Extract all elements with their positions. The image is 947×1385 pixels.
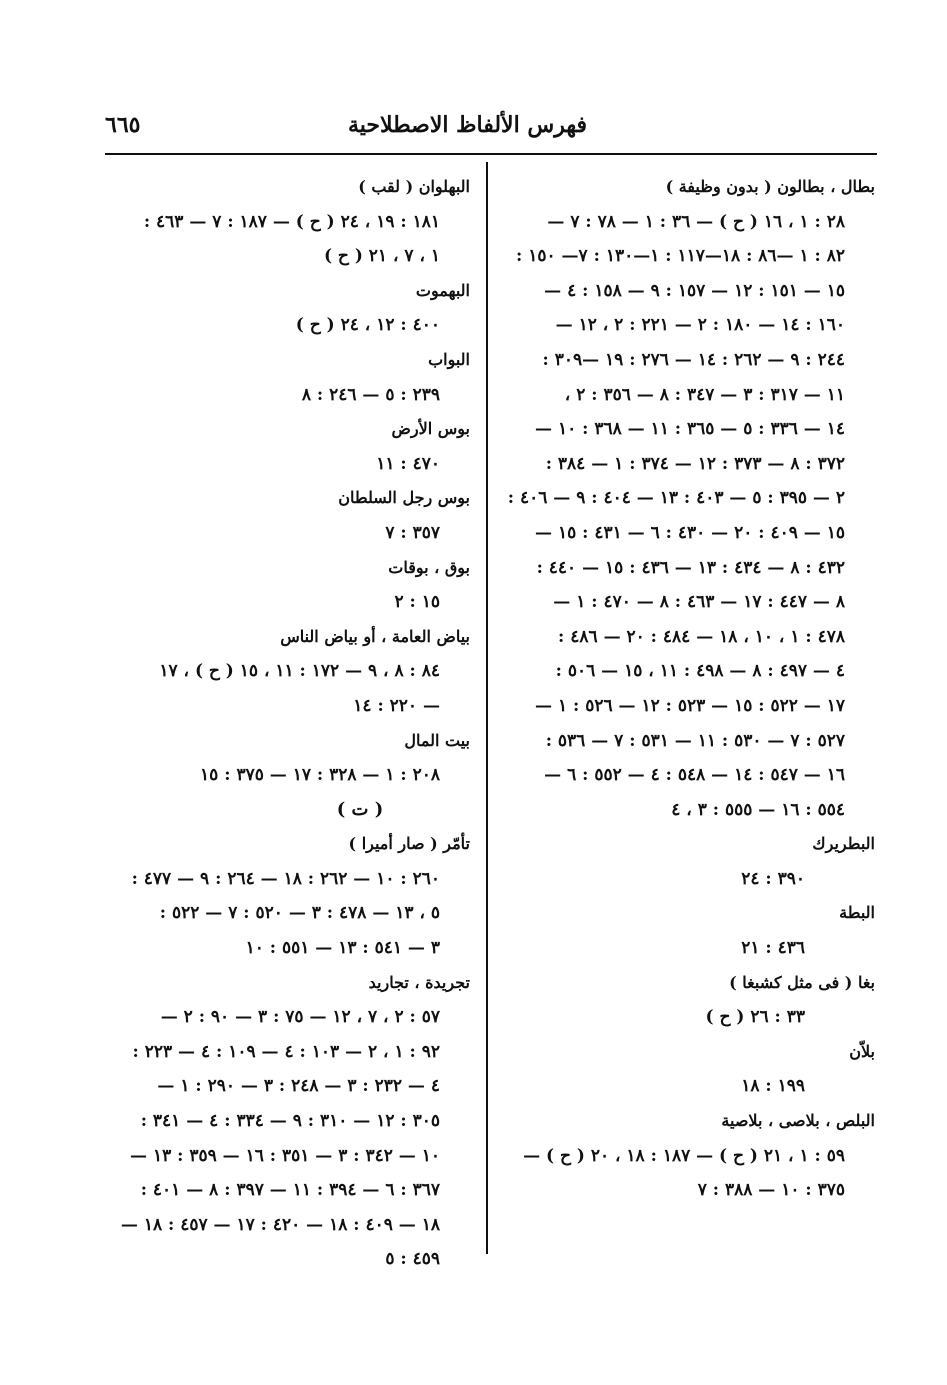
header-rule — [105, 153, 877, 155]
index-reference: ٣٧٥ : ١٠ — ٣٨٨ : ٧ — [697, 1180, 845, 1201]
index-term: البطريرك — [812, 834, 875, 854]
page-header — [105, 112, 877, 152]
index-term: البهموت — [415, 280, 470, 300]
index-reference: ١٤ — ٣٣٦ : ٥ — ٣٦٥ : ١١ — ٣٦٨ : ١٠ — — [535, 419, 845, 440]
index-reference: ٢٨ : ١ ، ١٦ ( ح ) — ٣٦ : ١ — ٧٨ : ٧ — — [547, 211, 845, 232]
index-term: بلاّن — [849, 1041, 875, 1061]
index-term: بيت المال — [404, 730, 470, 750]
index-reference: ١٥ — ٤٠٩ : ٢٠ — ٤٣٠ : ٦ — ٤٣١ : ١٥ — — [535, 522, 845, 543]
index-reference: ٣٦٧ : ٦ — ٣٩٤ : ١١ — ٣٩٧ : ٨ — ٤٠١ : — [140, 1180, 440, 1201]
index-term: بطال ، بطالون ( بدون وظيفة ) — [665, 177, 875, 196]
index-reference: ٢٦٠ : ١٠ — ٢٦٢ : ١٨ — ٢٦٤ : ٩ — ٤٧٧ : — [131, 868, 440, 889]
index-reference: ٣٥٧ : ٧ — [385, 522, 440, 543]
index-reference: ١٧ — ٥٢٢ : ١٥ — ٥٢٣ : ١٢ — ٥٢٦ : ١ — — [535, 695, 845, 716]
index-reference: ٥٥٤ : ١٦ — ٥٥٥ : ٣ ، ٤ — [671, 799, 845, 820]
index-reference: ١٦٠ : ١٤ — ١٨٠ : ٢ — ٢٢١ : ٢ ، ١٢ — — [555, 315, 845, 336]
index-reference: ١١ — ٣١٧ : ٣ — ٣٤٧ : ٨ — ٣٥٦ : ٢ ، — [564, 384, 845, 405]
running-title: فهرس الألفاظ الاصطلاحية — [347, 112, 587, 138]
index-reference: ١٠ — ٣٤٢ : ٣ — ٣٥١ : ١٦ — ٣٥٩ : ١٣ — — [130, 1145, 440, 1166]
index-reference: ٣ — ٥٤١ : ١٣ — ٥٥١ : ١٠ — [245, 938, 440, 959]
index-reference: ٣٧٢ : ٨ — ٣٧٣ : ١٢ — ٣٧٤ : ١ — ٣٨٤ : — [545, 453, 845, 474]
index-reference: ٤٧٨ : ١ ، ١٠ ، ١٨ — ٤٨٤ : ٢٠ — ٤٨٦ : — [558, 626, 845, 647]
column-divider — [486, 162, 488, 1254]
index-reference: — ٢٢٠ : ١٤ — [353, 695, 440, 716]
index-term: تأمّر ( صار أميرا ) — [348, 834, 470, 854]
index-reference: ٢ — ٣٩٥ : ٥ — ٤٠٣ : ١٣ — ٤٠٤ : ٩ — ٤٠٦ : — [507, 488, 845, 509]
index-reference: ١٨١ : ١٩ ، ٢٤ ( ح ) — ١٨٧ : ٧ — ٤٦٣ : — [143, 211, 440, 232]
index-reference: ٢٠٨ : ١ — ٣٢٨ : ١٧ — ٣٧٥ : ١٥ — [200, 765, 440, 786]
index-reference: ٤ — ٤٩٧ : ٨ — ٤٩٨ : ١١ ، ١٥ — ٥٠٦ : — [555, 661, 845, 682]
index-reference: ٢٤٤ : ٩ — ٢٦٢ : ١٤ — ٢٧٦ : ١٩ —٣٠٩ : — [542, 349, 845, 370]
index-term: بغا ( فى مثل كشبغا ) — [729, 972, 875, 992]
index-reference: ٣٠٥ : ١٢ — ٣١٠ : ٩ — ٣٣٤ : ٤ — ٣٤١ : — [140, 1111, 440, 1132]
index-term: تجريدة ، تجاريد — [368, 972, 470, 992]
right-column — [500, 170, 875, 1208]
index-reference: ٥ ، ١٣ — ٤٧٨ : ٣ — ٥٢٠ : ٧ — ٥٢٢ : — [159, 903, 440, 924]
index-reference: ٨٢ : ١ —٨٦ : ١٨—١١٧ : ١—١٣٠ : ٧— ١٥٠ : — [516, 246, 845, 267]
index-term: بياض العامة ، أو بياض الناس — [280, 626, 470, 646]
index-reference: ١٩٩ : ١٨ — [741, 1076, 805, 1097]
index-reference: ١٥ — ١٥١ : ١٢ — ١٥٧ : ٩ — ١٥٨ : ٤ — — [544, 280, 845, 301]
index-term: بوس الأرض — [391, 419, 470, 439]
index-term: بوق ، بوقات — [388, 557, 470, 577]
index-reference: ٥٩ : ١ ، ٢١ ( ح ) — ١٨٧ : ١٨ ، ٢٠ ( ح ) — — [523, 1145, 845, 1166]
index-reference: ٢٣٩ : ٥ — ٢٤٦ : ٨ — [301, 384, 440, 405]
index-reference: ١٨ — ٤٠٩ : ١٨ — ٤٢٠ : ١٧ — ٤٥٧ : ١٨ — — [120, 1214, 440, 1235]
index-reference: ٣٩٠ : ٢٤ — [741, 868, 805, 889]
index-term: البلص ، بلاصى ، بلاصية — [721, 1111, 875, 1131]
index-reference: ٥٧ : ٢ ، ٧ ، ١٢ — ٧٥ : ٣ — ٩٠ : ٢ — — [160, 1007, 440, 1028]
section-letter: ( ت ) — [336, 798, 384, 820]
index-reference: ٨٤ : ٨ ، ٩ — ١٧٢ : ١١ ، ١٥ ( ح ) ، ١٧ — [159, 661, 440, 682]
index-reference: ٤٠٠ : ١٢ ، ٢٤ ( ح ) — [295, 315, 440, 336]
left-column — [100, 170, 470, 1277]
index-reference: ٤٧٠ : ١١ — [376, 453, 440, 474]
index-reference: ١٦ — ٥٤٧ : ١٤ — ٥٤٨ : ٤ — ٥٥٢ : ٦ — — [544, 765, 845, 786]
index-reference: ٣٣ : ٢٦ ( ح ) — [705, 1007, 805, 1028]
index-reference: ٤٥٩ : ٥ — [385, 1249, 440, 1270]
index-reference: ٩٢ : ١ ، ٢ — ١٠٣ : ٤ — ١٠٩ : ٤ — ٢٢٣ : — [132, 1041, 440, 1062]
index-reference: ١ ، ٧ ، ٢١ ( ح ) — [323, 246, 440, 267]
index-reference: ٤ — ٢٣٢ : ٣ — ٢٤٨ : ٣ — ٢٩٠ : ١ — — [157, 1076, 440, 1097]
index-reference: ٨ — ٤٤٧ : ١٧ — ٤٦٣ : ٨ — ٤٧٠ : ١ — — [553, 592, 845, 613]
index-term: البهلوان ( لقب ) — [358, 177, 470, 196]
index-term: البطة — [839, 903, 875, 923]
index-reference: ٥٢٧ : ٧ — ٥٣٠ : ١١ — ٥٣١ : ٧ — ٥٣٦ : — [545, 730, 845, 751]
index-reference: ٤٣٦ : ٢١ — [741, 938, 805, 959]
page-number: ٦٦٥ — [105, 112, 141, 138]
index-reference: ١٥ : ٢ — [394, 592, 440, 613]
index-reference: ٤٣٢ : ٨ — ٤٣٤ : ١٣ — ٤٣٦ : ١٥ — ٤٤٠ : — [536, 557, 845, 578]
index-term: البواب — [428, 349, 470, 369]
index-term: بوس رجل السلطان — [338, 488, 470, 508]
